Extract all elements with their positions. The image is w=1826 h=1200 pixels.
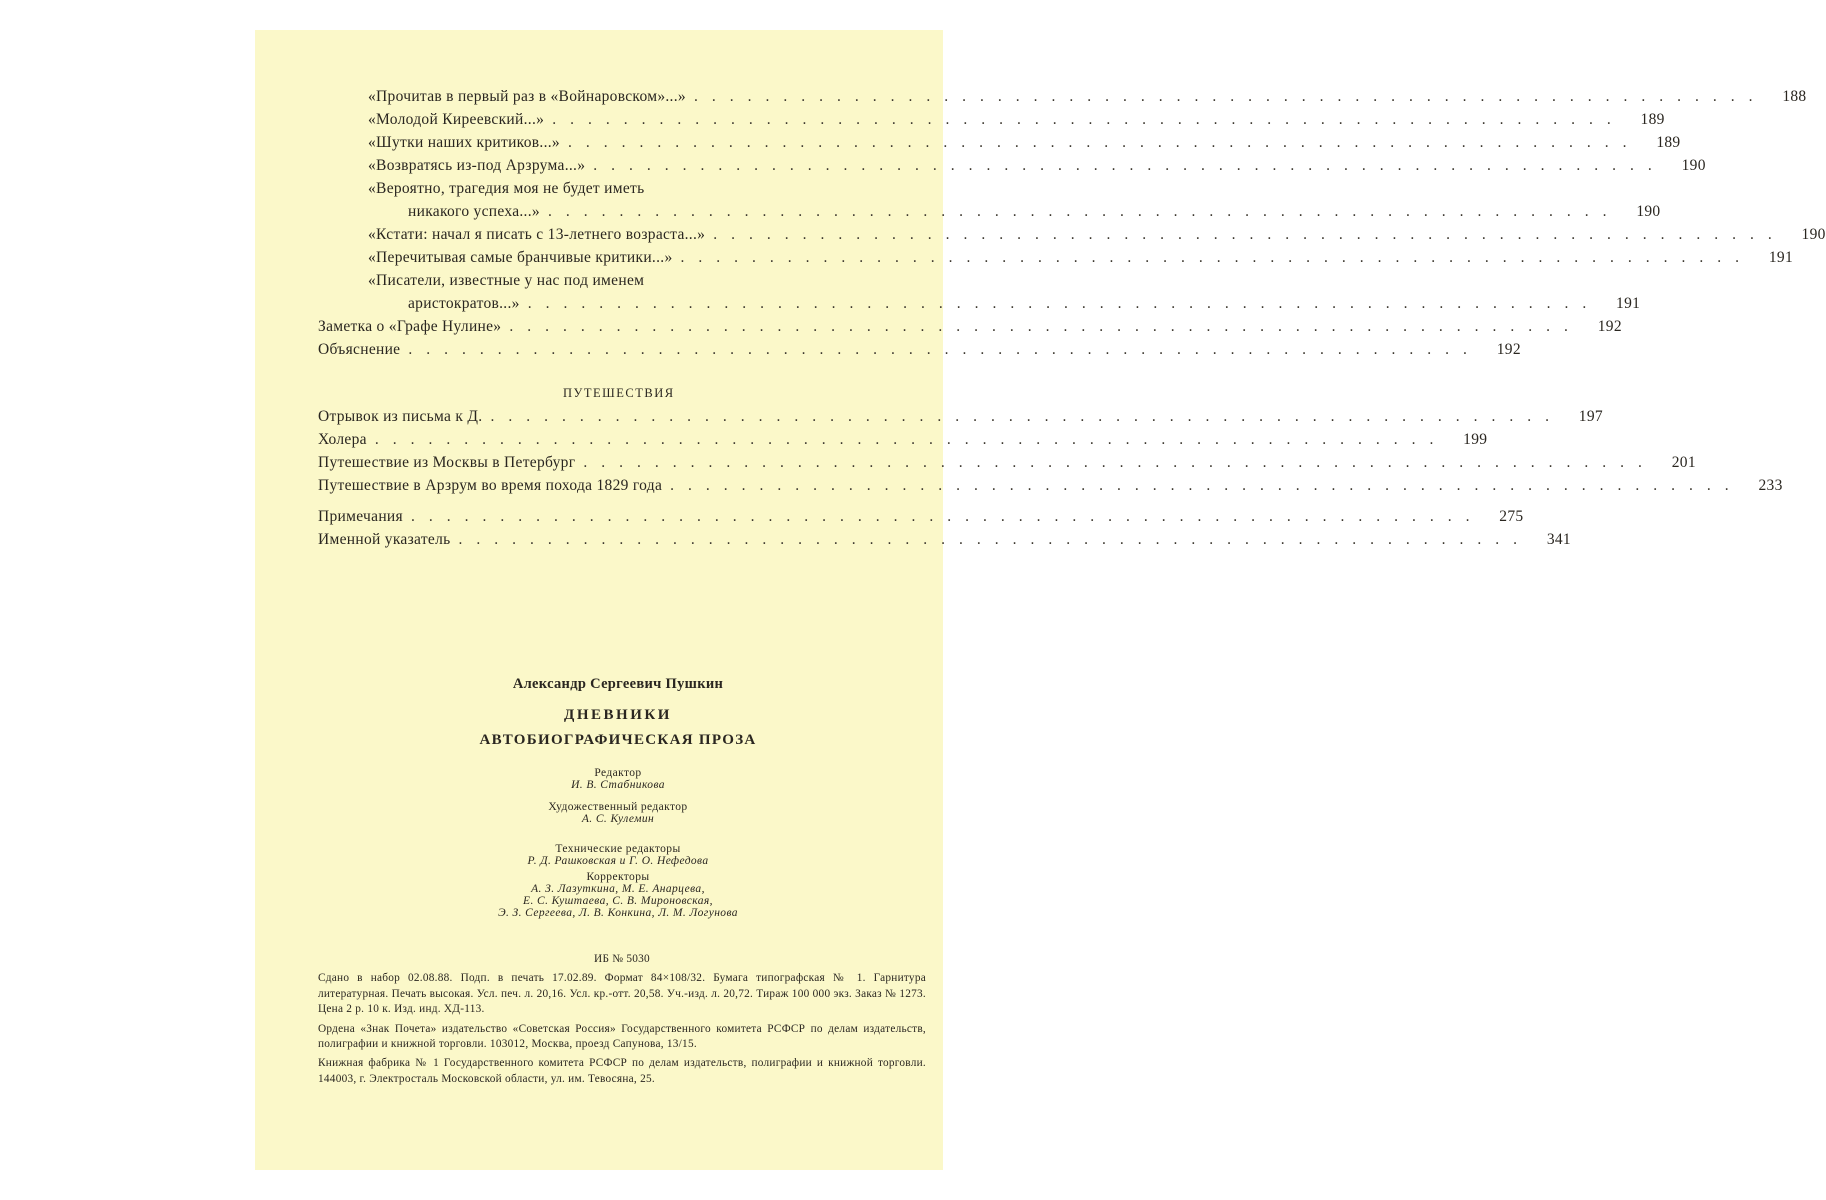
toc-entry-title: «Молодой Киреевский...»	[368, 111, 545, 128]
toc-entry	[318, 341, 1521, 364]
toc-entry-title: Заметка о «Графе Нулине»	[318, 318, 502, 335]
toc-entry	[318, 180, 918, 203]
toc-entry-title: «Прочитав в первый раз в «Войнаровском»...»	[368, 88, 686, 105]
toc-entry	[318, 431, 1488, 454]
toc-travels	[318, 408, 1783, 500]
toc-entry-page: 192	[1597, 318, 1622, 335]
proofreaders-line-1: А. З. Лазуткина, М. Е. Анарцева,	[531, 883, 705, 895]
imprint-publisher: Ордена «Знак Почета» издательство «Советская Россия» Государственного комитета РСФСР по делам издательств, полиграфии и книжной торговли. 103012, Москва, проезд Сапунова, 13/15.	[318, 1022, 926, 1051]
toc-leader-dots: ............................................................	[458, 531, 1531, 548]
toc-entry	[318, 531, 1571, 554]
toc-leader-dots: ............................................................	[593, 157, 1666, 174]
toc-entry	[318, 272, 918, 295]
toc-entry	[318, 226, 1826, 249]
toc-part-1	[318, 88, 1826, 364]
imprint-print-details: Сдано в набор 02.08.88. Подп. в печать 17.02.89. Формат 84×108/32. Бумага типографская № 1. Гарнитура литературная. Печать высокая. Усл. печ. л. 20,16. Усл. кр.-отт. 20,58. Уч.-изд. л. 20,72. Тираж 100 000 экз. Заказ № 1273. Цена 2 р. 10 к. Изд. инд. ХД-113.	[318, 972, 926, 1016]
toc-entry	[318, 477, 1783, 500]
toc-leader-dots: ............................................................	[583, 454, 1656, 471]
tech-editors-names: Р. Д. Рашковская и Г. О. Нефедова	[527, 855, 709, 867]
toc-entry-page: 191	[1768, 249, 1794, 266]
toc-entry-page: 189	[1640, 111, 1665, 128]
imprint-printer: Книжная фабрика № 1 Государственного комитета РСФСР по делам издательств, полиграфии и книжной торговли. 144003, г. Электросталь Московской области, ул. им. Тевосяна, 25.	[318, 1057, 926, 1085]
toc-entry-title: Путешествие из Москвы в Петербург	[318, 454, 576, 471]
toc-leader-dots: ............................................................	[490, 408, 1563, 425]
toc-entry-page: 190	[1636, 203, 1661, 220]
art-editor-label: Художественный редактор	[548, 801, 688, 813]
imprint	[318, 952, 926, 1091]
art-editor-name: А. С. Кулемин	[581, 813, 655, 825]
toc-entry-page: 233	[1758, 477, 1783, 494]
toc-entry-title: «Писатели, известные у нас под именем	[368, 272, 645, 289]
toc-part-2	[318, 408, 1783, 500]
toc-entry-page: 197	[1578, 408, 1603, 425]
toc-leader-dots: ............................................................	[567, 134, 1641, 151]
toc-entry-page: 199	[1463, 431, 1488, 448]
toc-entry-title: «Вероятно, трагедия моя не будет иметь	[368, 180, 645, 197]
toc-entry-title: Примечания	[318, 508, 403, 525]
toc-entry-page: 341	[1546, 531, 1571, 548]
toc-entry	[318, 408, 1603, 431]
toc-entry-title: «Кстати: начал я писать с 13-летнего возраста...»	[368, 226, 706, 243]
toc-leader-dots: ............................................................	[670, 477, 1743, 494]
toc-entry	[318, 157, 1706, 180]
toc-leader-dots: ............................................................	[693, 88, 1767, 105]
toc-entry-title: Именной указатель	[318, 531, 451, 548]
toc-entry-page: 191	[1616, 295, 1641, 312]
toc-entry-title: «Перечитывая самые бранчивые критики...»	[368, 249, 673, 266]
toc-appendix	[318, 508, 1571, 554]
tech-editors-credit	[318, 843, 918, 867]
toc-entry	[318, 454, 1696, 477]
proofreaders-label: Корректоры	[586, 871, 650, 883]
toc-part-3	[318, 508, 1571, 554]
toc-leader-dots: ............................................................	[713, 226, 1786, 243]
toc-leader-dots: ............................................................	[680, 249, 1754, 266]
table-of-contents	[318, 88, 1826, 364]
proofreaders-line-3: Э. З. Сергеева, Л. В. Конкина, Л. М. Логунова	[498, 907, 738, 919]
toc-leader-dots: ............................................................	[552, 111, 1625, 128]
toc-entry	[318, 508, 1524, 531]
toc-leader-dots: ............................................................	[527, 295, 1601, 312]
toc-leader-dots: ............................................................	[374, 431, 1448, 448]
toc-entry	[318, 318, 1622, 341]
toc-entry-page: 192	[1496, 341, 1521, 358]
toc-entry-title: Отрывок из письма к Д.	[318, 408, 483, 425]
toc-entry-page: 201	[1671, 454, 1696, 471]
imprint-ib-number: ИБ № 5030	[594, 953, 650, 965]
author-name: Александр Сергеевич Пушкин	[512, 676, 724, 692]
toc-entry	[318, 203, 1661, 226]
editor-label: Редактор	[594, 767, 642, 779]
toc-entry-page: 275	[1499, 508, 1524, 525]
book-title-line-1: ДНЕВНИКИ	[564, 707, 672, 723]
editor-credit	[318, 767, 918, 791]
toc-entry	[318, 249, 1794, 272]
toc-entry-title: «Шутки наших критиков...»	[368, 134, 560, 151]
toc-entry	[318, 111, 1665, 134]
toc-entry-title: Объяснение	[318, 341, 401, 358]
toc-entry	[318, 134, 1681, 157]
toc-entry-page: 189	[1656, 134, 1681, 151]
toc-entry-title: никакого успеха...»	[408, 203, 540, 220]
toc-entry-title: Холера	[318, 431, 367, 448]
toc-entry	[318, 88, 1807, 111]
book-title-line-2: АВТОБИОГРАФИЧЕСКАЯ ПРОЗА	[479, 732, 757, 748]
toc-leader-dots: ............................................................	[547, 203, 1621, 220]
toc-leader-dots: ............................................................	[408, 341, 1481, 358]
proofreaders-credit	[318, 871, 918, 919]
toc-entry-page: 188	[1782, 88, 1807, 105]
toc-leader-dots: ............................................................	[410, 508, 1484, 525]
toc-entry-title: «Возвратясь из-под Арзрума...»	[368, 157, 586, 174]
toc-entry-title: Путешествие в Арзрум во время похода 1829 года	[318, 477, 663, 494]
toc-entry-page: 190	[1681, 157, 1706, 174]
toc-entry-title: аристократов...»	[408, 295, 520, 312]
toc-leader-dots: ............................................................	[509, 318, 1582, 335]
section-heading: ПУТЕШЕСТВИЯ	[563, 386, 675, 400]
tech-editors-label: Технические редакторы	[555, 843, 681, 855]
toc-entry	[318, 295, 1641, 318]
toc-entry-page: 190	[1801, 226, 1826, 243]
colophon	[318, 676, 918, 919]
art-editor-credit	[318, 801, 918, 825]
book-page	[255, 30, 1826, 1170]
proofreaders-line-2: Е. С. Куштаева, С. В. Мироновская,	[523, 895, 713, 907]
editor-name: И. В. Стабникова	[571, 779, 665, 791]
